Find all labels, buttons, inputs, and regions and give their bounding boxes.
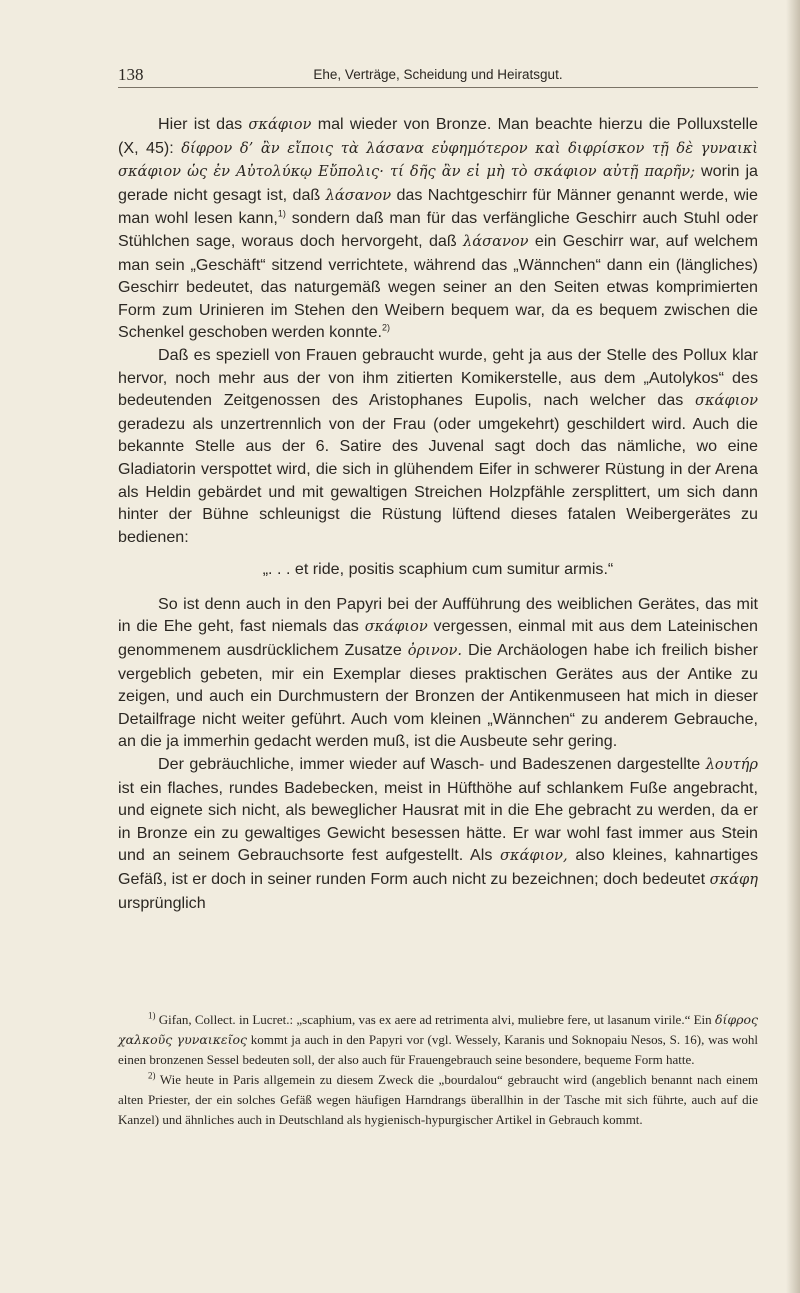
- footnote-marker: 1): [148, 1010, 156, 1021]
- greek-term: σκάφη: [709, 871, 758, 888]
- footnote-2: [118, 1070, 758, 1130]
- running-title: Ehe, Verträge, Scheidung und Heiratsgut.: [313, 67, 563, 82]
- footnote-marker: 2): [148, 1070, 156, 1081]
- paragraph-1: [118, 113, 758, 344]
- greek-term: σκάφιον,: [500, 847, 568, 865]
- greek-term: λουτήρ: [705, 756, 758, 774]
- footnotes: [118, 1010, 758, 1130]
- text-run: Die Archäologen habe ich freilich bisher vergeblich gebeten, mir ein Exemplar dieses praktischen Gerätes aus der Antike zu zeigen, und auch ein Durchmustern der Bronzen der Antikenmuseen hat mich in dieser Detailfrage nicht weiter geführt. Auch vom kleinen „Wännchen“ zu anderem Gebrauche, an die ja immerhin gedacht werden muß, ist die Ausbeute sehr gering.: [118, 641, 758, 751]
- page-number: 138: [118, 65, 144, 84]
- footnote-marker: 1): [277, 209, 286, 220]
- paragraph-3: [118, 593, 758, 753]
- body-text: [118, 113, 758, 914]
- paragraph-2: [118, 344, 758, 548]
- running-header: [118, 63, 758, 88]
- text-run: sondern daß man für das verfängliche Geschirr auch Stuhl oder Stühlchen sage, woraus doch hervorgeht, daß: [118, 209, 758, 250]
- juvenal-quote: „. . . et ride, positis scaphium cum sumitur armis.“: [262, 560, 614, 579]
- text-run: ein Geschirr war, auf welchem man sein „Geschäft“ sitzend verrichtete, während das „Wännchen“ dann ein (längliches) Geschirr bedeutet, das naturgemäß wegen seiner an den Seiten etwas komprimierten Form zum Urinieren im Stehen den Weibern bequem war, da es bequem zwischen die Schenkel geschoben werden konnte.: [118, 231, 758, 342]
- greek-term: δίφρος χαλκοῦς γυναικεῖος: [118, 1012, 758, 1047]
- text-run: So ist denn auch in den Papyri bei der Aufführung des weiblichen Gerätes, das mit in die Ehe geht, fast niemals das: [118, 594, 758, 636]
- text-run: geradezu als unzertrennlich von der Frau (oder umgekehrt) geschildert wird. Auch die bekannte Stelle aus der 6. Satire des Juvenal sagt doch das nämliche, wo eine Gladiatorin verspottet wird, die sich in glühendem Eifer in schwerer Rüstung in der Arena als Heldin gebärdet und mit gewaltigen Streichen Holzpfähle zersplittert, um sich dann hinter der Bühne schleunigst die Rüstung lüftend dieses fatalen Weibergerätes zu bedienen:: [118, 414, 758, 546]
- text-run: Gifan, Collect. in Lucret.: „scaphium, vas ex aere ad retrimenta alvi, muliebre fere, ut lasanum virile.“ Ein: [155, 1012, 715, 1027]
- greek-term: λάσανον: [463, 232, 529, 250]
- page-edge-shadow: [786, 0, 800, 1293]
- greek-term: ὀρινον.: [407, 642, 463, 660]
- greek-term: σκάφιον: [695, 392, 758, 410]
- greek-term: σκάφιον: [364, 618, 428, 636]
- greek-term: σκάφιον: [248, 116, 312, 133]
- text-run: das Nachtgeschirr für Männer genannt werde, wie man wohl lesen kann,: [118, 185, 758, 228]
- text-run: ursprünglich: [118, 893, 206, 912]
- text-run: vergessen, einmal mit aus dem Lateinischen genommenem ausdrücklichem Zusatze: [118, 617, 758, 660]
- text-run: ist ein flaches, rundes Badebecken, meist in Hüfthöhe auf schlankem Fuße angebracht, und eignete sich nicht, als beweglicher Hausrat mit in die Ehe gebracht zu werden, da er in Bronze ein zu gewaltiges Gewicht besessen hätte. Er war wohl fast immer aus Stein und an seinem Gebrauchsorte fest aufgestellt. Als: [118, 778, 758, 865]
- footnote-1: [118, 1010, 758, 1070]
- text-run: mal wieder von Bronze. Man beachte hierzu die Polluxstelle (X, 45):: [118, 115, 758, 157]
- text-run: Wie heute in Paris allgemein zu diesem Zweck die „bourdalou“ gebraucht wird (angeblich benannt nach einem alten Priester, der ein solches Gefäß wegen häufigen Harndrangs überallhin in der Tasche mit sich führte, auch auf die Kanzel) und ähnliches auch in Deutschland als hygienisch-hypurgischer Artikel in Gebrauch kommt.: [118, 1072, 758, 1127]
- paragraph-4: [118, 753, 758, 914]
- text-run: kommt ja auch in den Papyri vor (vgl. Wessely, Karanis und Soknopaiu Nesos, S. 16), was wohl einen bronzenen Sessel bedeuten soll, der also auch für Frauengebrauch seine besondere, bequeme Form hatte.: [118, 1032, 758, 1067]
- footnote-marker: 2): [381, 322, 390, 333]
- text-run: Daß es speziell von Frauen gebraucht wurde, geht ja aus der Stelle des Pollux klar hervor, noch mehr aus der von ihm zitierten Komikerstelle, aus dem „Autolykos“ des bedeutenden Zeitgenossen des Aristophanes Eupolis, nach welcher das: [118, 345, 758, 410]
- text-run: also kleines, kahnartiges Gefäß, ist er doch in seiner runden Form auch nicht zu bezeichnen; doch bedeutet: [118, 846, 758, 888]
- greek-term: λάσανον: [325, 186, 392, 204]
- text-run: Hier ist das: [158, 115, 249, 133]
- greek-term: δίφρον δ’ ἂν εἴποις τὰ λάσανα εὐφημότερον καὶ διφρίσκον τῇ δὲ γυναικὶ σκάφιον ὡς ἐν Αὐτολύκῳ Εὔπολις· τί δῆς ἂν εἰ μὴ τὸ σκάφιον αὐτῇ παρῆν;: [118, 139, 758, 181]
- text-run: Der gebräuchliche, immer wieder auf Wasch- und Badeszenen dargestellte: [158, 755, 706, 774]
- text-run: worin ja gerade nicht gesagt ist, daß: [118, 162, 758, 204]
